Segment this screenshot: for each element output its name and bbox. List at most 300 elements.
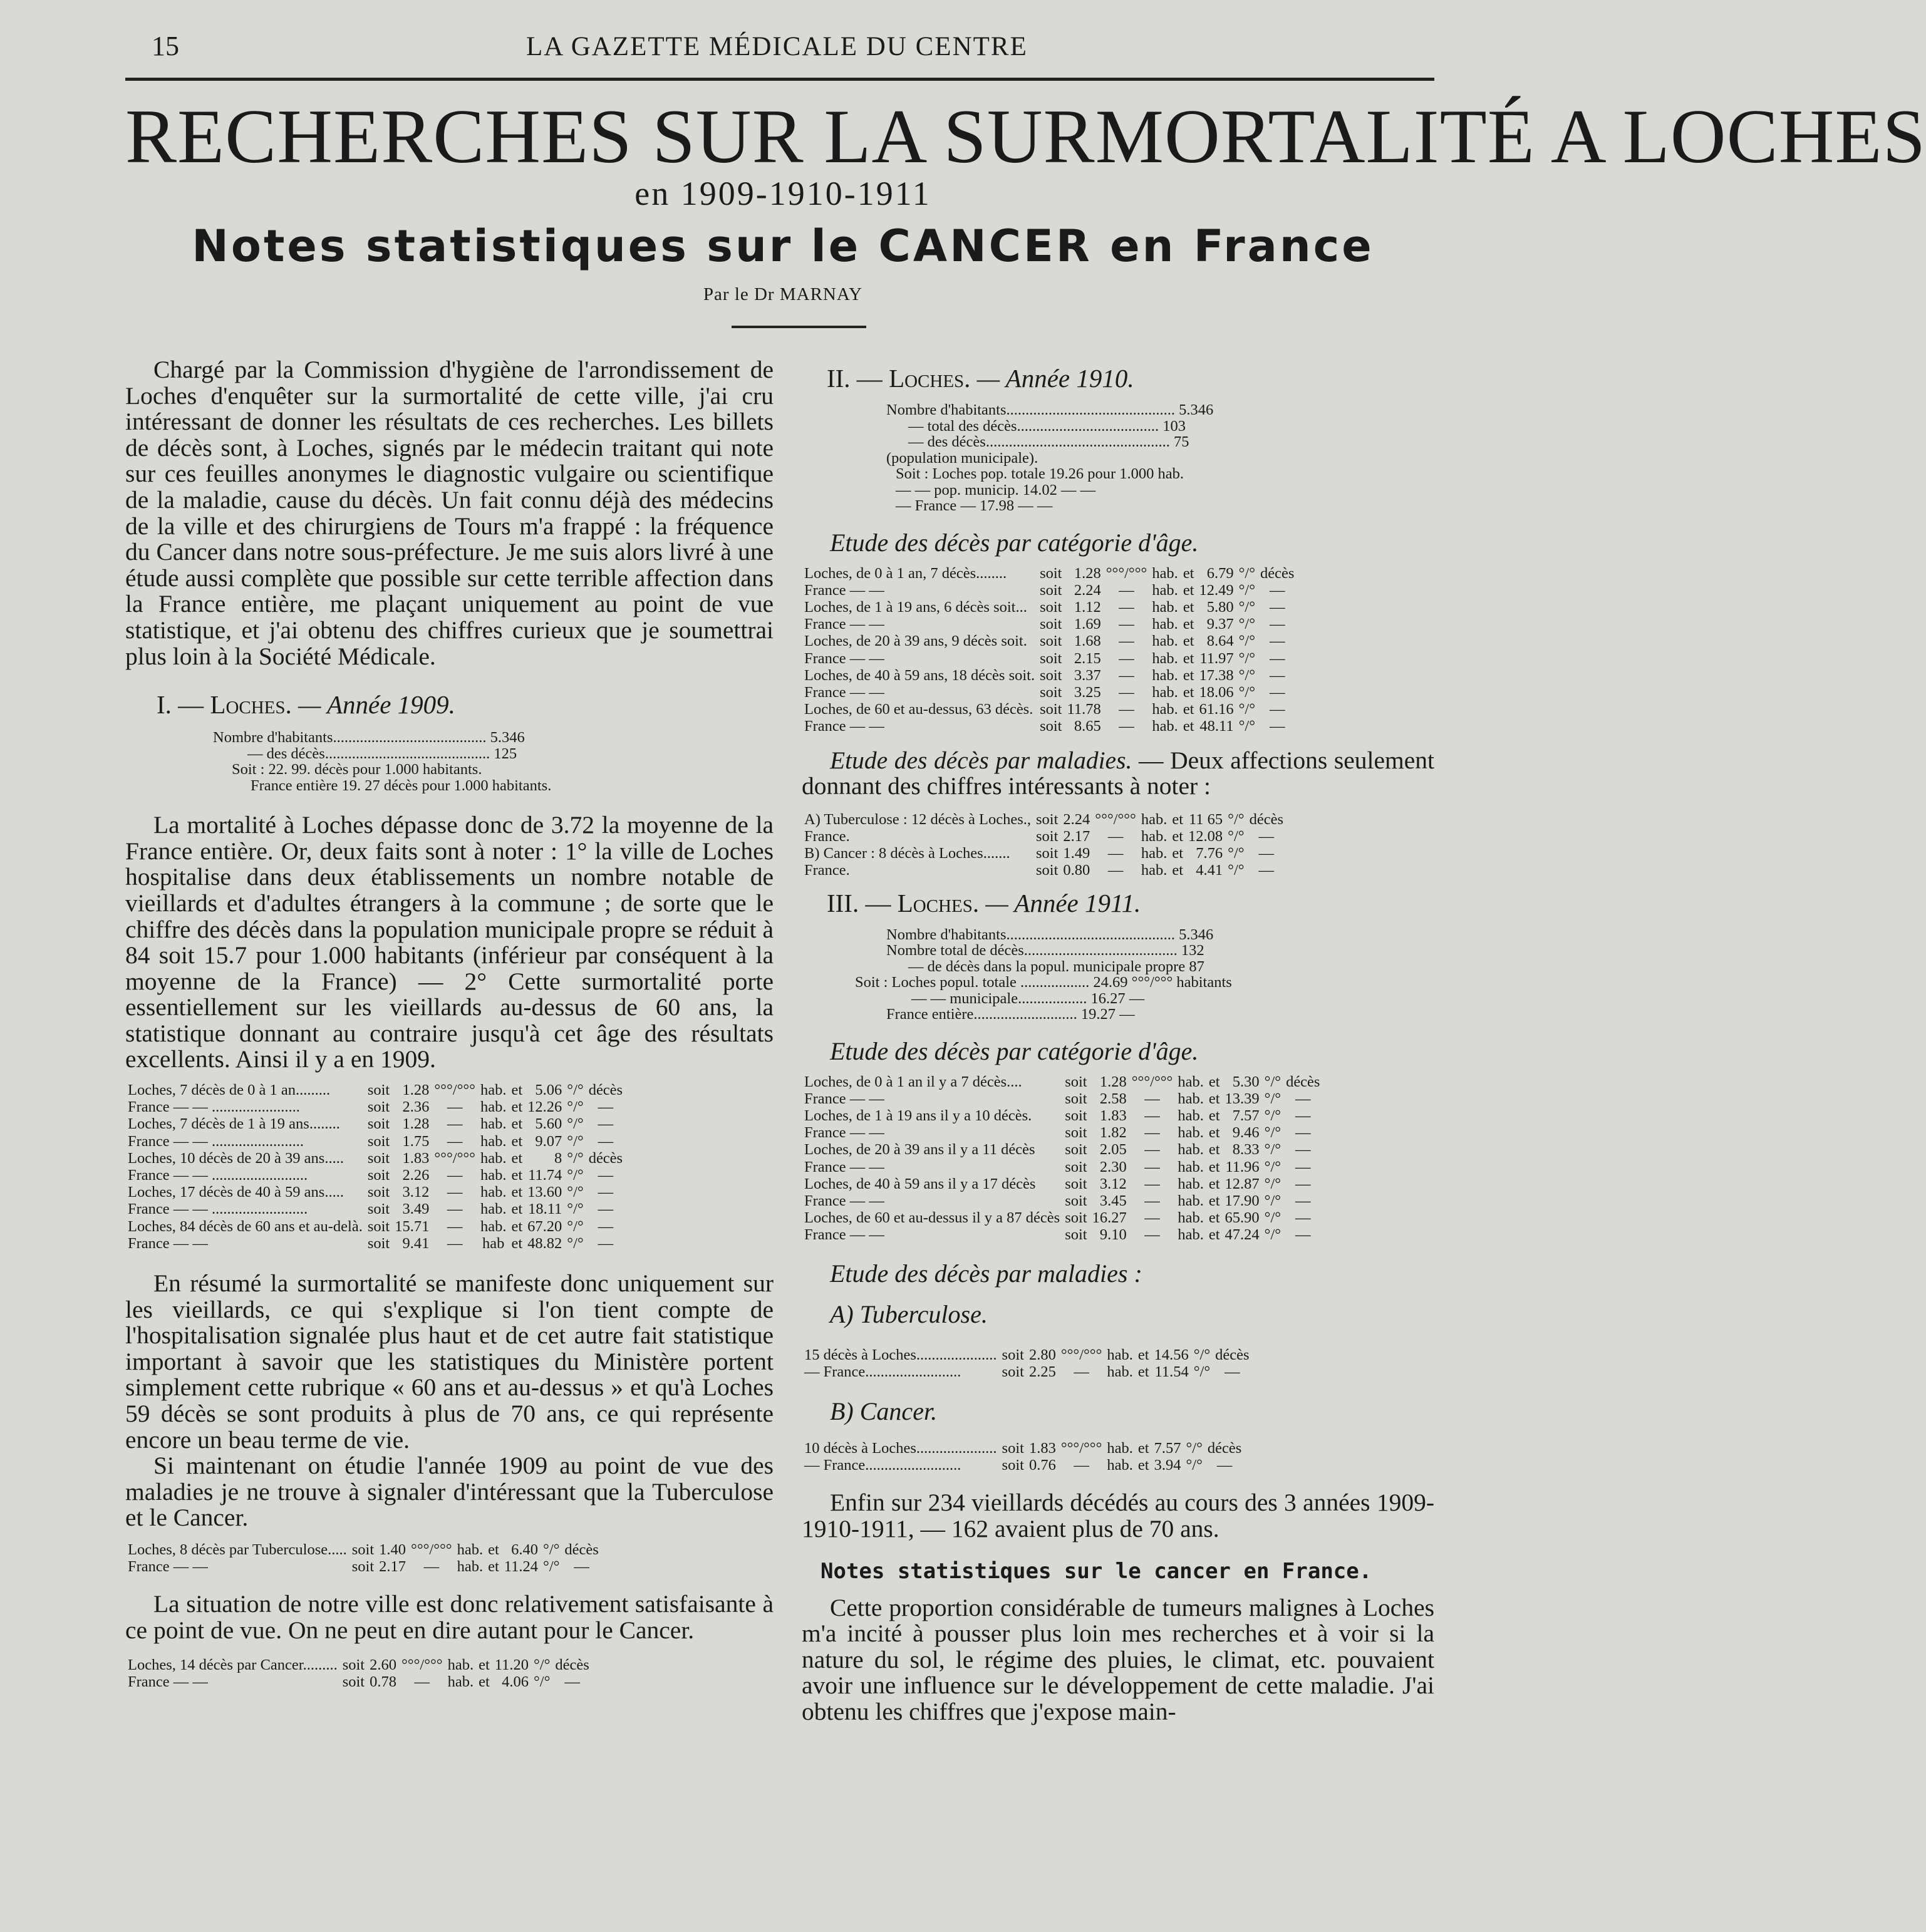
table-row [125,1558,601,1575]
table-cell: France — — ........................ [128,1132,304,1150]
table-cell: — [1144,1141,1160,1159]
table-cell: 3.37 [1074,666,1101,684]
table-row [802,1073,1322,1090]
table-row [802,599,1297,616]
table-row [802,1363,1252,1380]
table-cell: et [488,1558,499,1576]
table-row [125,1133,625,1150]
table-cell: soit [367,1082,390,1099]
table-cell: et [1208,1124,1220,1142]
stats-1909-summary [213,730,774,793]
table-row [125,1235,625,1252]
table-cell: 4.06 [502,1673,529,1690]
table-cell: °/° [567,1082,584,1099]
table-cell: — [1295,1209,1311,1227]
table-cell: soit [1065,1158,1087,1175]
table-cell: °/° [1238,633,1256,650]
summary-line: Soit : Loches popul. totale .................. 24.69 °°°/°°° habitants [855,974,1232,991]
table-cell: °/° [1238,649,1256,667]
table-cell: °/° [1228,845,1245,862]
table-cell: soit [1065,1226,1087,1244]
table-cell: 7.57 [1154,1439,1181,1457]
table-cell: décès [564,1541,599,1559]
summary-line: — de décès dans la popul. municipale propre 87 [908,958,1204,975]
table-cell: 2.25 [1028,1363,1056,1380]
table-cell: °/° [1264,1175,1281,1192]
table-cell: et [1183,598,1194,616]
paragraph-summary: En résumé la surmortalité se manifeste donc uniquement sur les vieillards, ce qui s'explique si l'on tient compte de l'hospitalisation signalée plus haut et de cet autre fait statistique important à savoir que les statistiques du Ministère portent simplement cette rubrique « 60 ans et au-dessus » et qu'à Loches 59 décès se sont produits à plus de 70 ans, ce qui représente encore un beau terme de vie. [125,1269,774,1454]
table-cell: 1.68 [1074,633,1101,650]
table-row [802,633,1297,649]
table-row [125,1673,592,1690]
table-cell: soit [1065,1209,1087,1227]
table-cell: hab. [1141,810,1168,828]
table-cell: France — — [804,649,884,667]
section-1910-diseases-text: — Deux affections seulement donnant des chiffres intéressants à noter : [802,746,1434,800]
table-cell: 1.83 [402,1149,430,1167]
table-cell: — [1295,1090,1311,1107]
table-cell: et [1208,1090,1220,1107]
table-cell: hab. [1178,1192,1204,1209]
table-cell: hab. [457,1558,484,1576]
table-cell: et [511,1098,523,1116]
table-cell: 13.39 [1224,1090,1260,1107]
summary-line: France entière 19. 27 décès pour 1.000 habitants. [251,777,552,794]
table-cell: hab. [1178,1124,1204,1142]
table-cell: soit [367,1098,390,1116]
table-cell: hab. [480,1132,507,1150]
table-cell: 48.11 [1199,718,1234,735]
section-place: Loches. [889,364,971,393]
table-cell: soit [1040,598,1062,616]
table-cell: France — — [804,616,884,633]
table-cell: hab. [1152,598,1178,616]
table-cell: soit [342,1656,365,1673]
table-cell: °/° [567,1201,584,1218]
table-cell: France. [804,827,850,845]
summary-line: — des décès........................................... 125 [247,745,517,762]
table-cell: 8.33 [1232,1141,1260,1159]
table-cell: — [1074,1363,1089,1380]
table-1911-tuberculosis [802,1346,1252,1380]
table-cell: 9.37 [1206,616,1234,633]
table-cell: 0.76 [1028,1457,1056,1474]
page-number: 15 [152,31,179,61]
paragraph-mortality: La mortalité à Loches dépasse donc de 3.72 la moyenne de la France entière. Or, deux faits sont à noter : 1° la ville de Loches hospitalise dans deux établissements un nombre notable de vieillards et d'adultes étrangers à la commune ; de sorte que le chiffre des décès dans la population municipale propre se réduit à 84 soit 15.7 pour 1.000 habitants (inférieur par conséquent à la moyenne de la France) — 2° Cette surmortalité porte essentiellement sur les vieillards au-dessus de 60 ans, la statistique donnant au contraire jusqu'à cet âge des résultats excellents. Ainsi il y a en 1909. [125,811,774,1073]
table-cell: °°°/°°° [434,1082,475,1099]
table-cell: 2.58 [1099,1090,1127,1107]
table-cell: — [1119,616,1134,633]
table-cell: °/° [1264,1192,1281,1209]
table-cell: 12.08 [1188,827,1223,845]
table-cell: °/° [1264,1124,1281,1142]
table-cell: soit [1040,683,1062,701]
table-cell: hab. [1178,1073,1204,1090]
table-cell: — [447,1234,463,1252]
table-cell: décès [1249,810,1283,828]
table-cell: — [1269,633,1285,650]
table-cell: — [1144,1209,1160,1227]
table-cell: °/° [1228,862,1245,879]
section-1911-diseases-heading: Etude des décès par maladies : [830,1259,1142,1288]
table-cell: hab. [457,1541,484,1559]
table-cell: soit [367,1132,390,1150]
table-cell: et [479,1656,490,1673]
table-cell: 12.26 [527,1098,562,1116]
section-1909-heading [157,690,774,720]
paragraph-diseases: Si maintenant on étudie l'année 1909 au point de vue des maladies je ne trouve à signaler d'intéressant que la Tuberculose et le Cancer. [125,1452,774,1532]
table-cell: — [1258,845,1275,862]
table-cell: et [1183,683,1194,701]
cancer-heading: B) Cancer. [830,1397,938,1425]
table-row [802,616,1297,633]
table-cell: France — — [804,581,884,599]
table-cell: — [1295,1124,1311,1142]
table-cell: °/° [567,1115,584,1133]
table-cell: 1.40 [379,1541,406,1559]
table-cell: hab. [1152,666,1178,684]
summary-line: France entière........................... 19.27 — [886,1006,1135,1023]
table-1911-cancer [802,1440,1244,1474]
article-years: en 1909-1910-1911 [634,175,931,212]
table-cell: hab. [480,1149,507,1167]
table-cell: 18.11 [528,1201,562,1218]
table-cell: hab. [480,1201,507,1218]
table-cell: °/° [1264,1141,1281,1159]
table-cell: et [511,1149,523,1167]
table-row [802,718,1297,735]
table-cell: — [423,1558,440,1576]
table-cell: °°°/°°° [411,1541,452,1559]
table-cell: et [1183,666,1194,684]
table-cell: — [1258,862,1275,879]
table-cell: Loches, de 20 à 39 ans il y a 11 décès [804,1141,1035,1159]
table-cell: soit [351,1541,375,1559]
paragraph-situation: La situation de notre ville est donc relativement satisfaisante à ce point de vue. On ne peut en dire autant pour le Cancer. [125,1590,774,1645]
table-cell: hab. [1152,649,1178,667]
table-cell: °/° [1238,701,1256,718]
table-row [802,1124,1322,1141]
table-row [802,845,1286,862]
table-cell: soit [1035,827,1059,845]
table-cell: °/° [567,1184,584,1201]
table-cell: — [1144,1158,1160,1175]
table-cell: 67.20 [527,1217,562,1235]
table-row [802,1209,1322,1226]
author-rule [732,326,866,328]
table-cell: — [564,1673,580,1690]
table-cell: 48.82 [527,1234,562,1252]
table-cell: 3.12 [1099,1175,1127,1192]
summary-line: — — pop. municip. 14.02 — — [896,481,1096,498]
section-1911-heading [827,888,1434,918]
table-row [802,811,1286,828]
table-cell: °/° [1228,827,1245,845]
table-cell: °°°/°°° [1095,810,1136,828]
table-cell: 6.79 [1206,564,1234,582]
table-cell: hab. [480,1098,507,1116]
table-cell: hab. [1152,683,1178,701]
table-cell: 15.71 [395,1217,430,1235]
table-cell: — [1269,701,1285,718]
table-1909-age [125,1082,625,1252]
table-cell: 14.56 [1154,1346,1189,1363]
table-cell: soit [1040,701,1062,718]
section-1910-heading [827,363,1434,393]
table-row [125,1150,625,1167]
table-cell: soit [1002,1457,1024,1474]
table-cell: hab. [1178,1158,1204,1175]
table-cell: — [598,1201,614,1218]
table-cell: 47.24 [1224,1226,1260,1244]
table-cell: — [1144,1107,1160,1124]
table-cell: 5.30 [1232,1073,1260,1090]
table-cell: — [598,1217,614,1235]
table-cell: hab. [1152,616,1178,633]
table-cell: soit [1002,1346,1024,1363]
table-cell: — [1107,827,1124,845]
table-cell: — [1269,616,1285,633]
table-cell: 11.54 [1154,1363,1189,1380]
article-author: Par le Dr MARNAY [703,284,863,304]
table-cell: et [511,1234,523,1252]
table-cell: et [1183,701,1194,718]
table-cell: et [1183,564,1194,582]
summary-line: Soit : Loches pop. totale 19.26 pour 1.000 hab. [896,465,1184,482]
stats-1910-summary [886,402,1434,514]
table-cell: hab. [480,1115,507,1133]
table-cell: 2.26 [402,1167,430,1184]
table-cell: 61.16 [1199,701,1234,718]
table-cell: — [1144,1175,1160,1192]
table-cell: — [598,1132,614,1150]
table-cell: hab. [480,1167,507,1184]
table-cell: — [1119,701,1134,718]
section-1910-diseases-heading: Etude des décès par maladies. [830,746,1132,774]
table-cell: soit [367,1217,390,1235]
table-cell: 9.07 [535,1132,562,1150]
tuberculosis-heading: A) Tuberculose. [830,1299,988,1328]
table-row [802,684,1297,701]
table-cell: 1.82 [1099,1124,1127,1142]
table-cell: France — — [804,1158,884,1175]
table-cell: — [1269,649,1285,667]
table-cell: 16.27 [1092,1209,1127,1227]
table-cell: — [447,1184,463,1201]
table-row [802,1457,1244,1474]
table-cell: soit [1065,1073,1087,1090]
table-cell: soit [1002,1439,1024,1457]
table-cell: — [1119,666,1134,684]
section-year: — Année 1911. [985,888,1141,917]
table-cell: 13.60 [527,1184,562,1201]
table-cell: soit [367,1115,390,1133]
summary-line: Nombre total de décès........................................ 132 [886,942,1204,959]
table-cell: 5.06 [535,1082,562,1099]
table-cell: — [1144,1192,1160,1209]
table-cell: — [1295,1107,1311,1124]
table-cell: — [1295,1226,1311,1244]
table-cell: °°°/°°° [1060,1346,1102,1363]
table-cell: °/° [567,1167,584,1184]
table-cell: — [1107,845,1124,862]
table-cell: hab. [480,1082,507,1099]
table-cell: 9.10 [1099,1226,1127,1244]
table-cell: — [1144,1226,1160,1244]
table-cell: 3.94 [1154,1457,1181,1474]
table-cell: et [1183,649,1194,667]
table-cell: °/° [1238,718,1256,735]
table-cell: hab. [1152,701,1178,718]
table-cell: hab. [1107,1363,1133,1380]
summary-line: Nombre d'habitants............................................ 5.346 [886,926,1214,943]
table-cell: 1.69 [1074,616,1101,633]
table-row [802,667,1297,684]
table-cell: décès [1215,1346,1250,1363]
table-cell: — [1216,1457,1233,1474]
table-cell: 15 décès à Loches..................... [804,1346,997,1363]
table-cell: 11.78 [1067,701,1101,718]
table-cell: 2.60 [370,1656,396,1673]
table-1910-age [802,565,1297,735]
table-cell: et [488,1541,499,1559]
table-cell: 2.17 [1063,827,1090,845]
table-cell: — [1224,1363,1240,1380]
table-cell: hab [482,1234,505,1252]
table-cell: °°°/°°° [401,1656,443,1673]
table-cell: 3.12 [402,1184,430,1201]
summary-line: — des décès................................................ 75 [908,433,1189,450]
table-cell: 12.49 [1199,581,1234,599]
table-row [802,1141,1322,1158]
table-cell: France — — [128,1673,208,1690]
section-number: I. — [157,690,204,720]
table-cell: °/° [567,1234,584,1252]
table-cell: hab. [480,1217,507,1235]
table-cell: 3.49 [402,1201,430,1218]
table-row [125,1082,625,1098]
table-cell: — [1269,581,1285,599]
table-cell: et [1137,1439,1149,1457]
table-cell: soit [367,1234,390,1252]
table-row [802,1159,1322,1175]
table-cell: — [447,1132,463,1150]
table-cell: — [1269,598,1285,616]
table-cell: — [598,1234,614,1252]
table-cell: France — — [128,1234,208,1252]
table-cell: et [1183,581,1194,599]
table-cell: France — — [804,718,884,735]
table-cell: France — — ......................... [128,1167,308,1184]
table-cell: Loches, de 60 et au-dessus, 63 décès. [804,701,1033,718]
table-cell: hab. [1178,1090,1204,1107]
stats-1911-summary [855,926,1434,1023]
table-cell: 1.28 [1074,564,1101,582]
table-cell: °/° [567,1217,584,1235]
table-cell: soit [351,1558,375,1576]
paragraph-elderly: Enfin sur 234 vieillards décédés au cours des 3 années 1909-1910-1911, — 162 avaient plus de 70 ans. [802,1489,1434,1542]
table-cell: °/° [567,1098,584,1116]
table-cell: °°°/°°° [434,1149,475,1167]
table-cell: et [1208,1158,1220,1175]
section-place: Loches. [210,690,292,720]
table-row [802,828,1286,845]
article-subtitle: Notes statistiques sur le CANCER en France [192,220,1374,272]
table-cell: 1.75 [402,1132,430,1150]
table-row [802,1440,1244,1457]
table-row [802,1226,1322,1243]
table-cell: 11.96 [1225,1158,1260,1175]
table-cell: France — — [804,1090,884,1107]
summary-line: Soit : 22. 99. décès pour 1.000 habitants. [232,761,482,778]
section-number: III. — [827,888,891,917]
table-cell: et [511,1082,523,1099]
table-cell: hab. [1152,564,1178,582]
table-cell: — [447,1167,463,1184]
table-cell: °/° [1264,1209,1281,1227]
table-cell: 1.83 [1028,1439,1056,1457]
table-cell: — [447,1115,463,1133]
table-row [125,1218,625,1235]
table-cell: °/° [1238,564,1256,582]
table-cell: 2.05 [1099,1141,1127,1159]
table-cell: 0.80 [1063,862,1090,879]
table-row [802,1175,1322,1192]
table-cell: soit [1040,616,1062,633]
table-cell: 1.83 [1099,1107,1127,1124]
table-cell: 0.78 [370,1673,396,1690]
table-cell: 11.97 [1199,649,1234,667]
table-cell: soit [1065,1107,1087,1124]
table-cell: °/° [1264,1090,1281,1107]
table-cell: — [414,1673,430,1690]
table-cell: — [1119,598,1134,616]
table-cell: °°°/°°° [1060,1439,1102,1457]
table-cell: hab. [447,1673,474,1690]
table-cell: — [1119,683,1134,701]
section-number: II. — [827,364,883,393]
table-cell: décès [588,1149,623,1167]
table-row [125,1098,625,1115]
table-cell: décès [1207,1439,1242,1457]
table-cell: B) Cancer : 8 décès à Loches....... [804,845,1010,862]
table-cell: 12.87 [1224,1175,1260,1192]
table-cell: — [447,1201,463,1218]
table-cell: — [598,1098,614,1116]
table-cell: et [511,1132,523,1150]
table-cell: 6.40 [511,1541,539,1559]
table-cell: °/° [1238,666,1256,684]
table-cell: soit [1035,862,1059,879]
table-cell: et [1208,1175,1220,1192]
table-cell: — [1119,718,1134,735]
table-cell: et [1137,1346,1149,1363]
summary-line: Nombre d'habitants........................................ 5.346 [213,729,525,746]
table-cell: soit [1040,649,1062,667]
table-cell: °/° [1238,616,1256,633]
table-cell: décès [588,1082,623,1099]
table-cell: 2.24 [1063,810,1090,828]
table-row [802,701,1297,718]
table-row [802,1107,1322,1124]
table-cell: 1.12 [1074,598,1101,616]
table-cell: hab. [1141,862,1168,879]
table-cell: hab. [1152,581,1178,599]
table-cell: °/° [1186,1457,1203,1474]
table-row [802,582,1297,599]
table-cell: 17.90 [1224,1192,1260,1209]
table-cell: et [1208,1141,1220,1159]
